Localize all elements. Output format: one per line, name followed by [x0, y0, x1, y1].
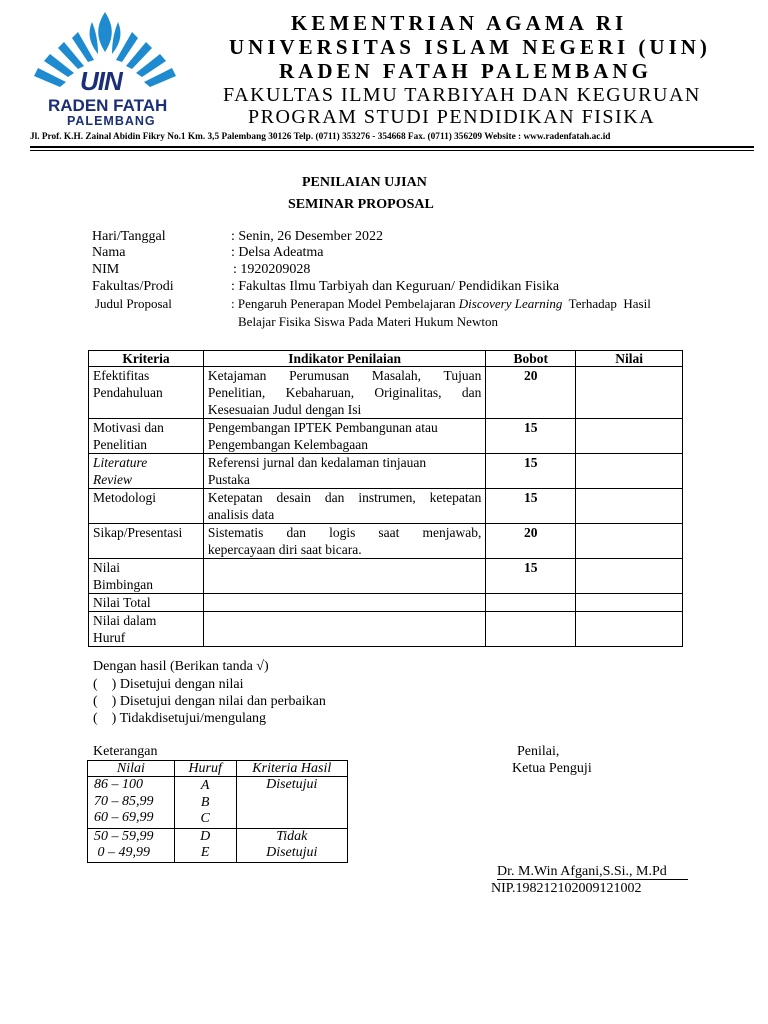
criteria-line: Efektifitas: [93, 368, 150, 383]
field-label-faculty: Fakultas/Prodi: [92, 279, 174, 294]
header-weight: Bobot: [486, 351, 576, 367]
score-cell[interactable]: [576, 559, 683, 594]
grade-row-fail: [88, 828, 348, 862]
signature-role: Penilai,: [517, 744, 560, 759]
table-row: [89, 489, 683, 524]
header-university: UNIVERSITAS ISLAM NEGERI (UIN): [229, 35, 711, 59]
header-indicator: Indikator Penilaian: [203, 351, 485, 367]
indicator-line: analisis data: [207, 507, 275, 522]
criteria-line: Literature: [93, 455, 148, 470]
title-part-italic: Discovery Learning: [458, 296, 563, 311]
indicator-cell: [203, 594, 485, 612]
signature-nip: NIP.198212102009121002: [491, 881, 642, 896]
result-option-rejected[interactable]: ( ) Tidakdisetujui/mengulang: [93, 711, 267, 726]
weight-cell: 15: [486, 419, 576, 454]
table-header-row: [89, 351, 683, 367]
doc-subtitle: SEMINAR PROPOSAL: [288, 197, 434, 212]
score-cell[interactable]: [576, 524, 683, 559]
grade-range: 50 – 59,99: [94, 828, 154, 844]
criteria-line: Motivasi dan: [93, 420, 164, 435]
table-row: [89, 594, 683, 612]
criteria-line: Huruf: [93, 630, 126, 645]
field-value-title: [231, 296, 651, 312]
table-row: [89, 419, 683, 454]
table-row: [89, 524, 683, 559]
indicator-line: Pengembangan IPTEK Pembangunan atau: [207, 420, 438, 435]
grade-criteria-text: Tidak: [276, 828, 308, 844]
grade-range: 86 – 100: [94, 777, 143, 792]
header-criteria: Kriteria: [89, 351, 204, 367]
criteria-cell: [89, 594, 204, 612]
indicator-line: Pengembangan Kelembagaan: [207, 437, 368, 452]
indicator-cell: [203, 367, 485, 419]
indicator-line: Kesesuaian Judul dengan Isi: [207, 402, 362, 417]
grade-letter: C: [200, 811, 210, 826]
criteria-line: Nilai Total: [93, 595, 151, 610]
score-cell[interactable]: [576, 419, 683, 454]
field-label-date: Hari/Tanggal: [92, 229, 166, 244]
grade-row-pass: [88, 777, 348, 829]
header-university-name: RADEN FATAH PALEMBANG: [279, 59, 652, 83]
grade-criteria: [236, 777, 347, 829]
header-divider-thin: [30, 150, 754, 151]
grade-letter: D: [200, 828, 211, 844]
grade-criteria-text: Disetujui: [266, 777, 318, 792]
criteria-line: Sikap/Presentasi: [93, 525, 183, 540]
score-cell[interactable]: [576, 612, 683, 647]
field-value-name: : Delsa Adeatma: [231, 245, 324, 260]
table-row: [89, 454, 683, 489]
assessment-table: [88, 350, 683, 647]
weight-cell: 15: [486, 489, 576, 524]
indicator-cell: [203, 419, 485, 454]
score-cell[interactable]: [576, 594, 683, 612]
indicator-line: Ketepatan desain dan instrumen, ketepatan: [207, 490, 482, 505]
score-cell[interactable]: [576, 489, 683, 524]
grade-header-kriteria: Kriteria Hasil: [236, 761, 347, 777]
logo-uin-text: UIN: [80, 66, 122, 96]
logo-name-text: RADEN FATAH: [48, 96, 168, 115]
header-program: PROGRAM STUDI PENDIDIKAN FISIKA: [248, 106, 656, 128]
table-row: [89, 367, 683, 419]
field-label-nim: NIM: [92, 262, 120, 277]
header-score: Nilai: [576, 351, 683, 367]
grade-header-nilai: Nilai: [88, 761, 175, 777]
indicator-line: kepercayaan diri saat bicara.: [207, 542, 362, 557]
grade-letter: B: [200, 794, 210, 810]
grade-criteria: [236, 828, 347, 862]
grade-criteria-text: Disetujui: [266, 845, 318, 860]
grade-range: 70 – 85,99: [94, 793, 154, 809]
header-faculty: FAKULTAS ILMU TARBIYAH DAN KEGURUAN: [223, 84, 701, 106]
score-cell[interactable]: [576, 367, 683, 419]
university-logo: [30, 8, 180, 133]
grade-ranges: [88, 828, 175, 862]
weight-cell: [486, 594, 576, 612]
criteria-cell: [89, 367, 204, 419]
table-row: [89, 612, 683, 647]
indicator-line: Sistematis dan logis saat menjawab,: [207, 525, 482, 540]
signature-underline: [497, 879, 688, 880]
field-value-nim: : 1920209028: [233, 262, 311, 277]
criteria-line: Bimbingan: [93, 577, 153, 592]
indicator-line: Penelitian, Kebaharuan, Originalitas, dan: [207, 385, 482, 400]
grade-header-row: [88, 761, 348, 777]
criteria-cell: [89, 454, 204, 489]
result-option-approved[interactable]: ( ) Disetujui dengan nilai: [93, 677, 244, 692]
criteria-line: Penelitian: [93, 437, 147, 452]
header-ministry: KEMENTRIAN AGAMA RI: [291, 11, 628, 35]
criteria-cell: [89, 612, 204, 647]
weight-cell: 20: [486, 524, 576, 559]
criteria-cell: [89, 524, 204, 559]
grade-ranges: [88, 777, 175, 829]
grade-letters: [174, 828, 236, 862]
grade-letter: A: [200, 778, 210, 793]
score-cell[interactable]: [576, 454, 683, 489]
indicator-cell: [203, 524, 485, 559]
criteria-line: Pendahuluan: [93, 385, 163, 400]
field-value-title-line2: Belajar Fisika Siswa Pada Materi Hukum Newton: [238, 314, 498, 329]
indicator-line: Referensi jurnal dan kedalaman tinjauan: [207, 455, 427, 470]
header-divider: [30, 146, 754, 148]
indicator-cell: [203, 612, 485, 647]
field-label-title: Judul Proposal: [95, 296, 172, 311]
doc-title: PENILAIAN UJIAN: [302, 175, 427, 190]
field-value-faculty: : Fakultas Ilmu Tarbiyah dan Keguruan/ Pendidikan Fisika: [231, 279, 560, 294]
grade-range: 60 – 69,99: [94, 810, 154, 825]
title-part-2: Terhadap Hasil: [562, 296, 651, 311]
grade-letter: E: [200, 845, 210, 860]
grade-header-huruf: Huruf: [174, 761, 236, 777]
weight-cell: 15: [486, 454, 576, 489]
grade-table: [87, 760, 348, 863]
logo-city-text: PALEMBANG: [67, 114, 156, 128]
result-option-approved-revision[interactable]: ( ) Disetujui dengan nilai dan perbaikan: [93, 694, 326, 709]
criteria-line: Nilai dalam: [93, 613, 157, 628]
weight-cell: 20: [486, 367, 576, 419]
criteria-line: Nilai: [93, 560, 120, 575]
title-part-1: : Pengaruh Penerapan Model Pembelajaran: [231, 296, 459, 311]
indicator-line: Pustaka: [207, 472, 250, 487]
signature-role-title: Ketua Penguji: [512, 761, 592, 776]
indicator-cell: [203, 489, 485, 524]
grade-range: 0 – 49,99: [94, 845, 150, 860]
indicator-cell: [203, 454, 485, 489]
keterangan-label: Keterangan: [93, 744, 158, 759]
field-label-name: Nama: [92, 245, 126, 260]
weight-cell: 15: [486, 559, 576, 594]
grade-letters: [174, 777, 236, 829]
table-row: [89, 559, 683, 594]
criteria-line: Metodologi: [93, 490, 156, 505]
criteria-cell: [89, 489, 204, 524]
criteria-cell: [89, 419, 204, 454]
signature-name: Dr. M.Win Afgani,S.Si., M.Pd: [497, 864, 667, 879]
result-intro: Dengan hasil (Berikan tanda √): [93, 659, 269, 674]
criteria-cell: [89, 559, 204, 594]
field-value-date: : Senin, 26 Desember 2022: [231, 229, 384, 244]
header-address: Jl. Prof. K.H. Zainal Abidin Fikry No.1 Km. 3,5 Palembang 30126 Telp. (0711) 353276 - 354668 Fax. (0711) 356209 Website : www.radenfatah.ac.id: [30, 132, 611, 142]
indicator-line: Ketajaman Perumusan Masalah, Tujuan: [207, 368, 482, 383]
criteria-line: Review: [93, 472, 132, 487]
weight-cell: [486, 612, 576, 647]
indicator-cell: [203, 559, 485, 594]
